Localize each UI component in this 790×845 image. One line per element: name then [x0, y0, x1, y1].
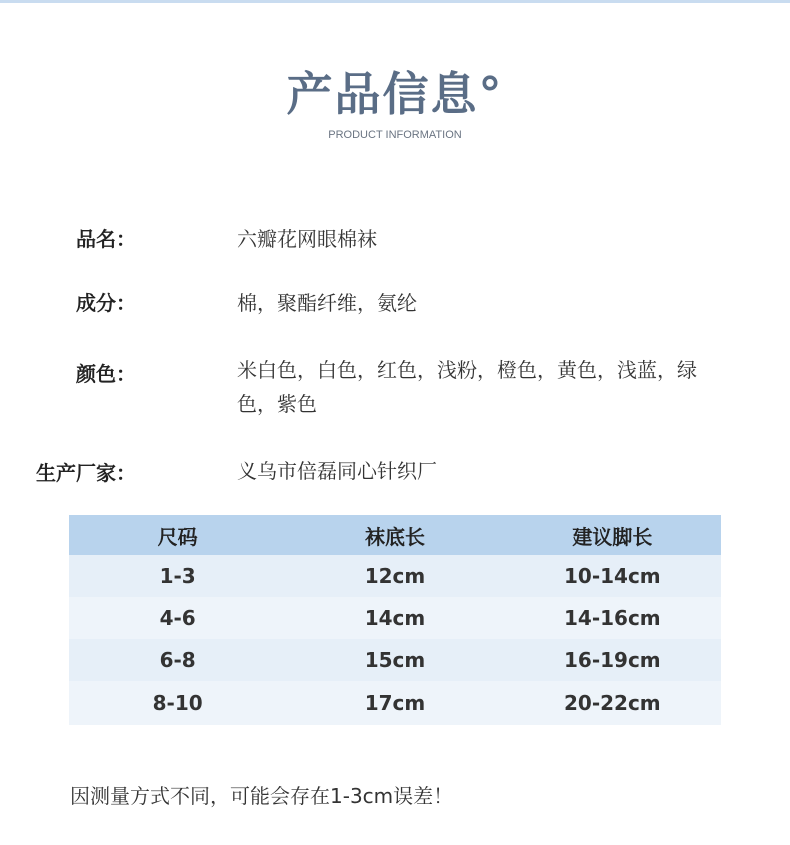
table-cell: 15cm — [286, 639, 503, 681]
table-cell: 1-3 — [69, 555, 286, 597]
color-value: 米白色，白色，红色，浅粉，橙色，黄色，浅蓝，绿色，紫色 — [237, 358, 697, 416]
manufacturer-value: 义乌市倍磊同心针织厂 — [237, 459, 437, 483]
color-label: 颜色： — [76, 362, 136, 386]
table-cell: 10-14cm — [504, 555, 721, 597]
table-cell: 16-19cm — [504, 639, 721, 681]
material-label: 成分： — [76, 291, 136, 315]
material-value: 棉，聚酯纤维，氨纶 — [237, 291, 417, 315]
table-row — [69, 639, 721, 681]
manufacturer-label: 生产厂家： — [36, 461, 136, 485]
size-table-header — [69, 515, 721, 555]
table-cell: 6-8 — [69, 639, 286, 681]
foot-length-header-cell: 建议脚长 — [504, 515, 721, 555]
table-cell: 12cm — [286, 555, 503, 597]
page-title: 产品信息° — [286, 67, 504, 121]
table-row — [69, 555, 721, 597]
size-header-cell: 尺码 — [69, 515, 286, 555]
product-name-label: 品名： — [76, 227, 136, 251]
table-cell: 20-22cm — [504, 681, 721, 725]
sole-length-header-cell: 袜底长 — [286, 515, 503, 555]
table-row — [69, 681, 721, 725]
table-cell: 4-6 — [69, 597, 286, 639]
table-cell: 8-10 — [69, 681, 286, 725]
table-cell: 17cm — [286, 681, 503, 725]
measurement-note: 因测量方式不同，可能会存在1-3cm误差！ — [70, 784, 454, 808]
top-accent-bar — [0, 0, 790, 3]
size-table — [69, 515, 721, 725]
product-name-value: 六瓣花网眼棉袜 — [237, 227, 377, 251]
table-cell: 14cm — [286, 597, 503, 639]
table-cell: 14-16cm — [504, 597, 721, 639]
page-subtitle: PRODUCT INFORMATION — [328, 129, 462, 141]
table-row — [69, 597, 721, 639]
